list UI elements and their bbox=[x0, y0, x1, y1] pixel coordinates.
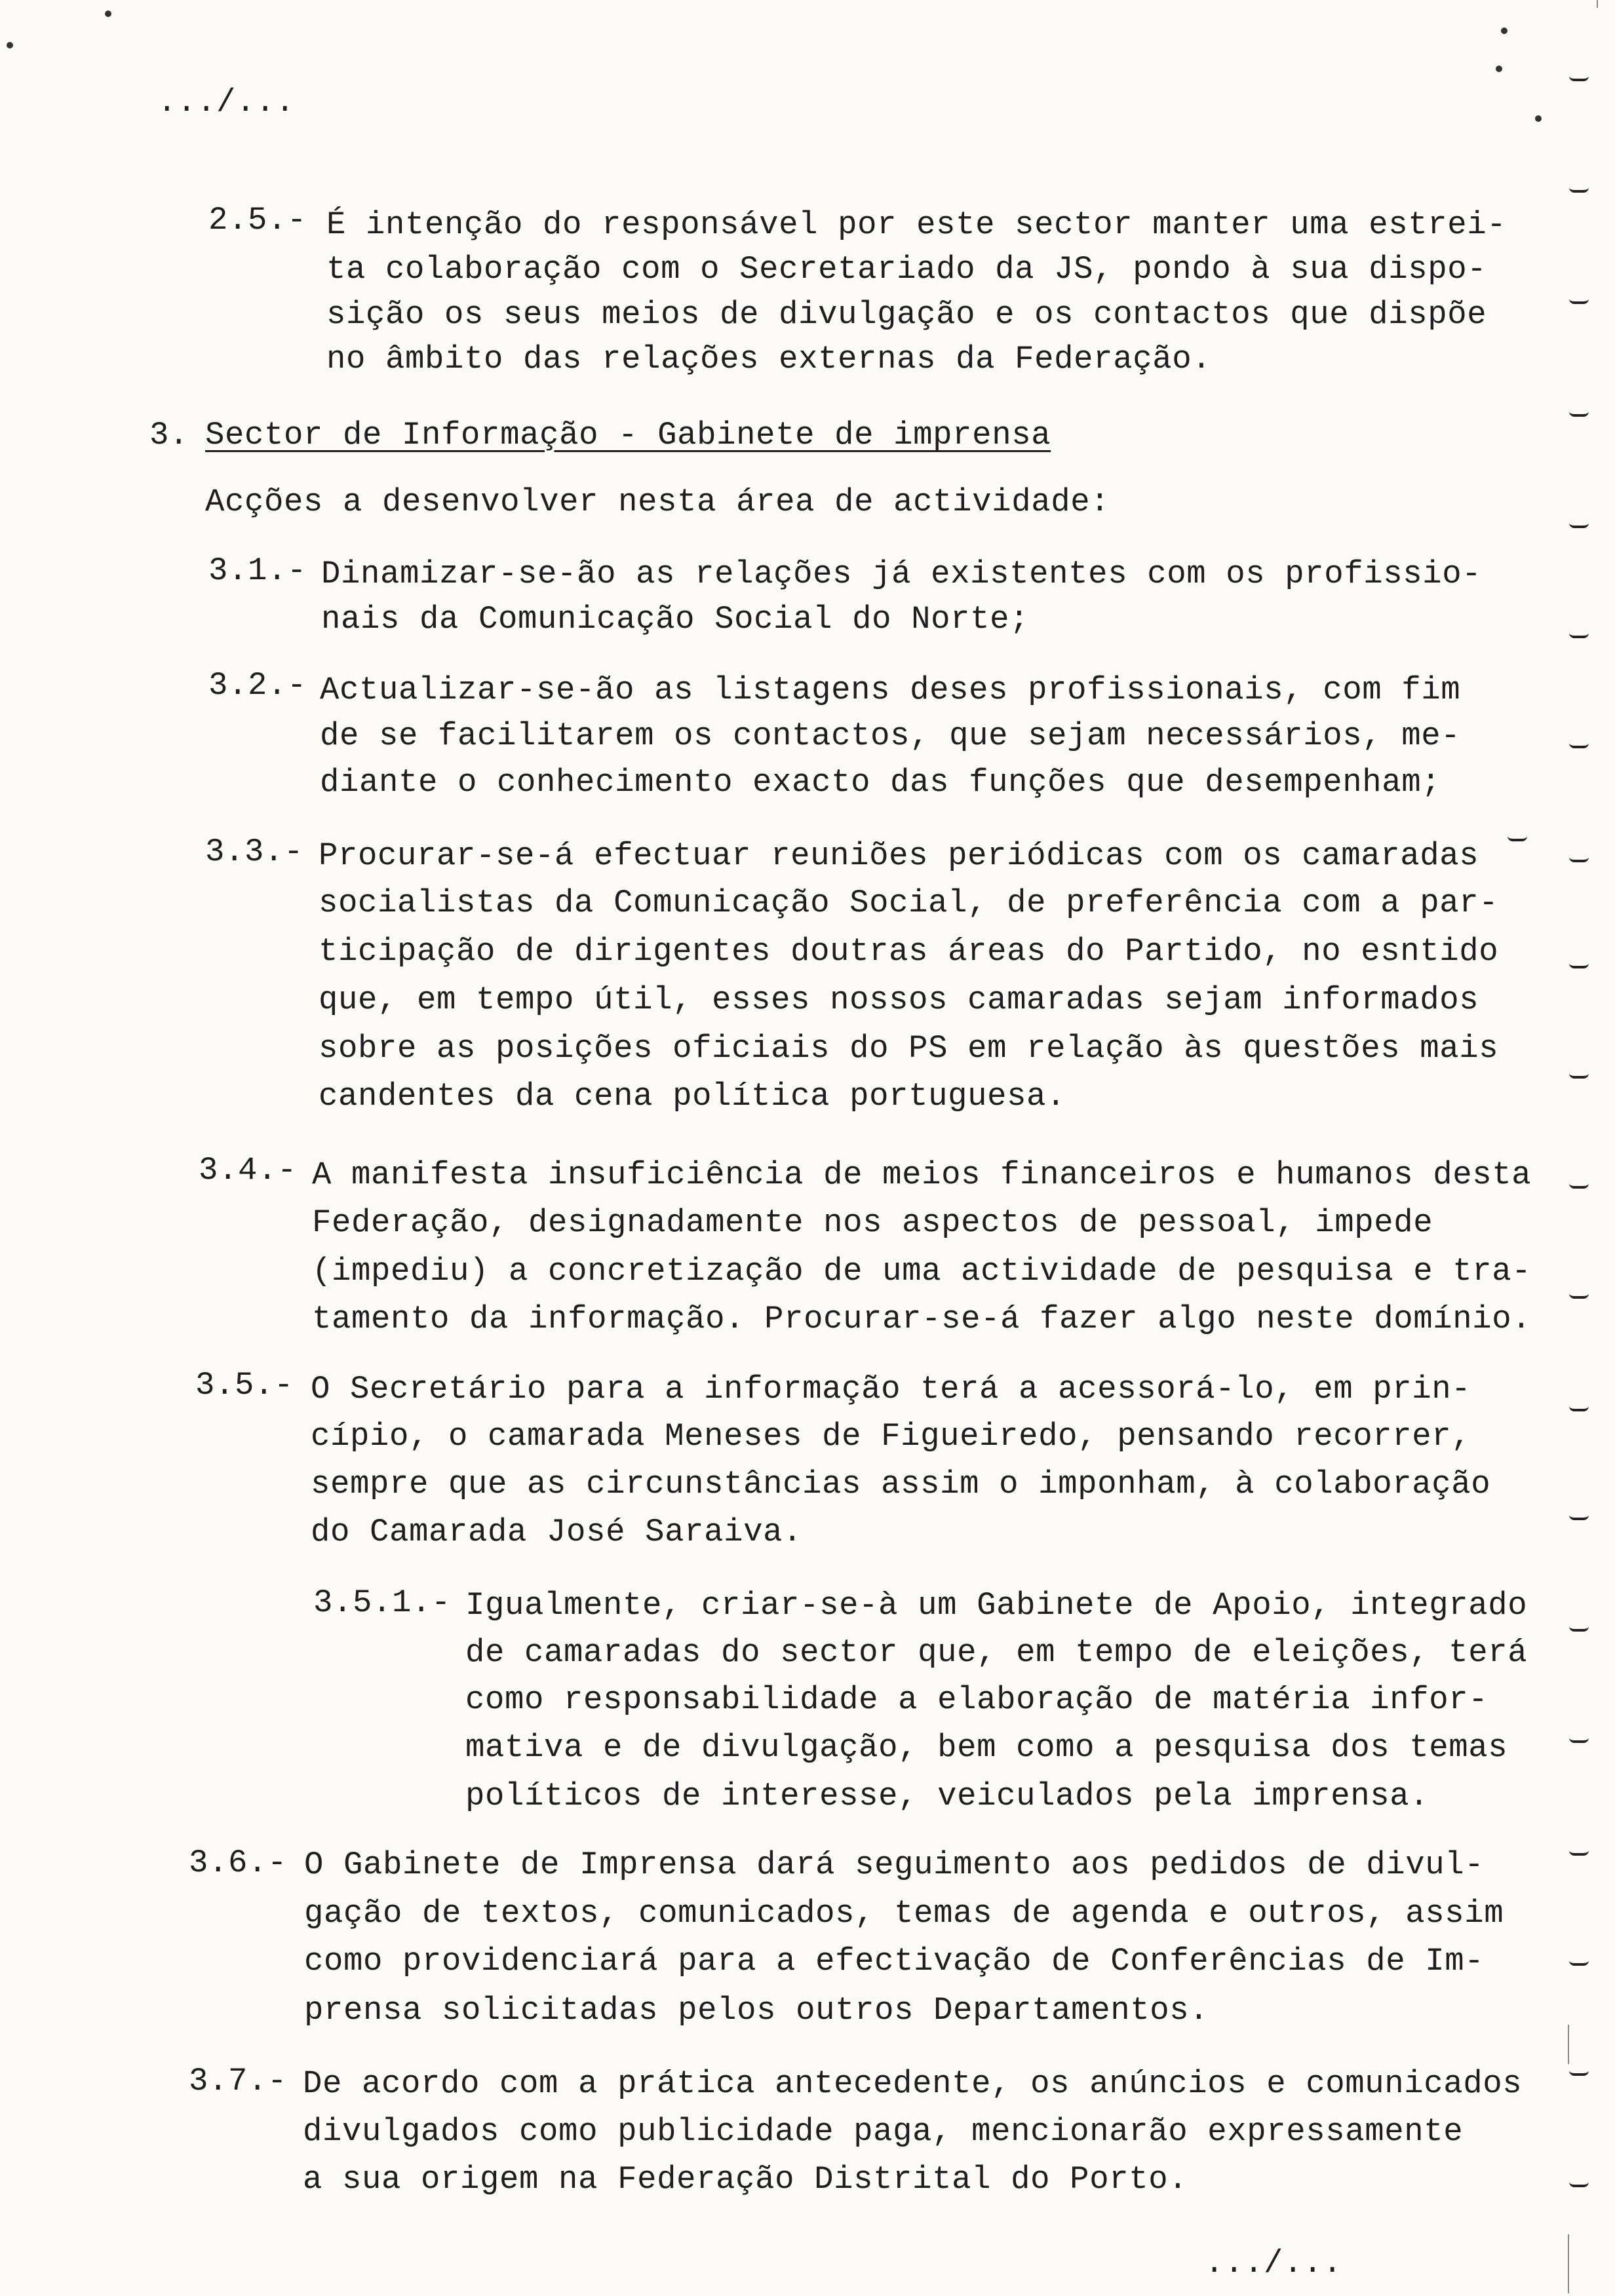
scan-speck bbox=[1535, 115, 1542, 122]
item-3-5-line: sempre que as circunstâncias assim o imponham, à colaboração bbox=[311, 1466, 1491, 1502]
margin-mark bbox=[1569, 1178, 1589, 1189]
margin-mark bbox=[1569, 182, 1589, 193]
item-3-5-line: do Camarada José Saraiva. bbox=[311, 1514, 803, 1550]
item-3-2-line: diante o conhecimento exacto das funções que desempenham; bbox=[320, 764, 1441, 801]
scan-edge-line bbox=[1597, 0, 1598, 8]
scan-edge-line bbox=[1568, 2234, 1569, 2293]
item-3-5-1-line: políticos de interesse, veiculados pela imprensa. bbox=[465, 1778, 1430, 1814]
margin-mark bbox=[1569, 1510, 1589, 1520]
item-3-5-1-line: de camaradas do sector que, em tempo de eleições, terá bbox=[465, 1634, 1528, 1671]
margin-mark bbox=[1569, 518, 1589, 528]
margin-mark bbox=[1569, 852, 1589, 862]
footer-ellipsis: .../... bbox=[1205, 2245, 1343, 2282]
header-ellipsis: .../... bbox=[157, 84, 296, 121]
item-3-5-number: 3.5.- bbox=[195, 1367, 294, 1404]
item-3-4-number: 3.4.- bbox=[199, 1152, 298, 1189]
margin-mark bbox=[1508, 831, 1527, 841]
section-2-5-line: no âmbito das relações externas da Federação. bbox=[326, 341, 1212, 377]
item-3-5-1-line: Igualmente, criar-se-à um Gabinete de Apoio, integrado bbox=[465, 1587, 1528, 1624]
section-2-5-line: ta colaboração com o Secretariado da JS, pondo à sua dispo- bbox=[326, 251, 1487, 288]
item-3-3-number: 3.3.- bbox=[205, 833, 304, 870]
section-2-5-line: sição os seus meios de divulgação e os contactos que dispõe bbox=[326, 296, 1487, 333]
item-3-5-line: O Secretário para a informação terá a acessorá-lo, em prin- bbox=[311, 1371, 1471, 1407]
margin-mark bbox=[1569, 71, 1589, 81]
margin-mark bbox=[1569, 2177, 1589, 2187]
section-2-5-line: É intenção do responsável por este sector manter uma estrei- bbox=[326, 206, 1507, 243]
item-3-1-line: nais da Comunicação Social do Norte; bbox=[321, 601, 1030, 638]
margin-mark bbox=[1569, 1401, 1589, 1411]
scan-speck bbox=[7, 42, 13, 48]
item-3-4-line: tamento da informação. Procurar-se-á fazer algo neste domínio. bbox=[312, 1301, 1532, 1337]
scan-speck bbox=[1501, 28, 1508, 34]
item-3-6-line: prensa solicitadas pelos outros Departamentos. bbox=[304, 1992, 1209, 2029]
margin-mark bbox=[1569, 958, 1589, 968]
item-3-1-line: Dinamizar-se-ão as relações já existentes com os profissio- bbox=[321, 556, 1482, 592]
item-3-3-line: que, em tempo útil, esses nossos camaradas sejam informados bbox=[319, 982, 1479, 1018]
section-3-title: Sector de Informação - Gabinete de imprensa bbox=[205, 417, 1051, 453]
item-3-6-line: gação de textos, comunicados, temas de agenda e outros, assim bbox=[304, 1895, 1504, 1932]
item-3-2-line: de se facilitarem os contactos, que sejam necessários, me- bbox=[320, 718, 1461, 754]
section-2-5-number: 2.5.- bbox=[208, 202, 307, 239]
item-3-3-line: sobre as posições oficiais do PS em relação às questões mais bbox=[319, 1030, 1499, 1067]
item-3-4-line: A manifesta insuficiência de meios financeiros e humanos desta bbox=[312, 1157, 1532, 1193]
section-3-number: 3. bbox=[149, 417, 189, 453]
scan-speck bbox=[105, 10, 111, 17]
item-3-6-line: O Gabinete de Imprensa dará seguimento aos pedidos de divul- bbox=[304, 1846, 1485, 1883]
margin-mark bbox=[1569, 738, 1589, 748]
margin-mark bbox=[1569, 1955, 1589, 1966]
item-3-5-1-line: como responsabilidade a elaboração de matéria infor- bbox=[465, 1681, 1489, 1718]
item-3-3-line: ticipação de dirigentes doutras áreas do Partido, no esntido bbox=[319, 933, 1499, 970]
margin-mark bbox=[1569, 406, 1589, 417]
margin-mark bbox=[1569, 2065, 1589, 2076]
margin-mark bbox=[1569, 1068, 1589, 1079]
margin-mark bbox=[1569, 1288, 1589, 1299]
item-3-6-line: como providenciará para a efectivação de Conferências de Im- bbox=[304, 1943, 1485, 1980]
item-3-5-1-number: 3.5.1.- bbox=[313, 1584, 452, 1621]
item-3-7-number: 3.7.- bbox=[189, 2063, 288, 2099]
item-3-5-line: cípio, o camarada Meneses de Figueiredo, pensando recorrer, bbox=[311, 1418, 1471, 1455]
margin-mark bbox=[1569, 628, 1589, 638]
scan-speck bbox=[1496, 66, 1502, 72]
item-3-1-number: 3.1.- bbox=[208, 552, 307, 589]
item-3-2-number: 3.2.- bbox=[208, 667, 307, 704]
margin-mark bbox=[1569, 1732, 1589, 1743]
margin-mark bbox=[1569, 1845, 1589, 1856]
item-3-3-line: socialistas da Comunicação Social, de preferência com a par- bbox=[319, 885, 1499, 921]
scan-edge-line bbox=[1568, 2025, 1569, 2064]
item-3-3-line: candentes da cena política portuguesa. bbox=[319, 1078, 1066, 1115]
item-3-6-number: 3.6.- bbox=[189, 1845, 288, 1881]
margin-mark bbox=[1569, 1621, 1589, 1632]
item-3-5-1-line: mativa e de divulgação, bem como a pesquisa dos temas bbox=[465, 1729, 1508, 1766]
item-3-2-line: Actualizar-se-ão as listagens deses profissionais, com fim bbox=[320, 672, 1461, 708]
item-3-4-line: (impediu) a concretização de uma actividade de pesquisa e tra- bbox=[312, 1253, 1532, 1290]
margin-mark bbox=[1569, 294, 1589, 304]
item-3-7-line: De acordo com a prática antecedente, os anúncios e comunicados bbox=[303, 2065, 1523, 2102]
item-3-7-line: divulgados como publicidade paga, mencionarão expressamente bbox=[303, 2113, 1464, 2150]
item-3-7-line: a sua origem na Federação Distrital do Porto. bbox=[303, 2161, 1188, 2198]
item-3-4-line: Federação, designadamente nos aspectos de pessoal, impede bbox=[312, 1204, 1433, 1241]
item-3-3-line: Procurar-se-á efectuar reuniões periódicas com os camaradas bbox=[319, 837, 1479, 874]
section-3-intro: Acções a desenvolver nesta área de actividade: bbox=[205, 484, 1110, 520]
